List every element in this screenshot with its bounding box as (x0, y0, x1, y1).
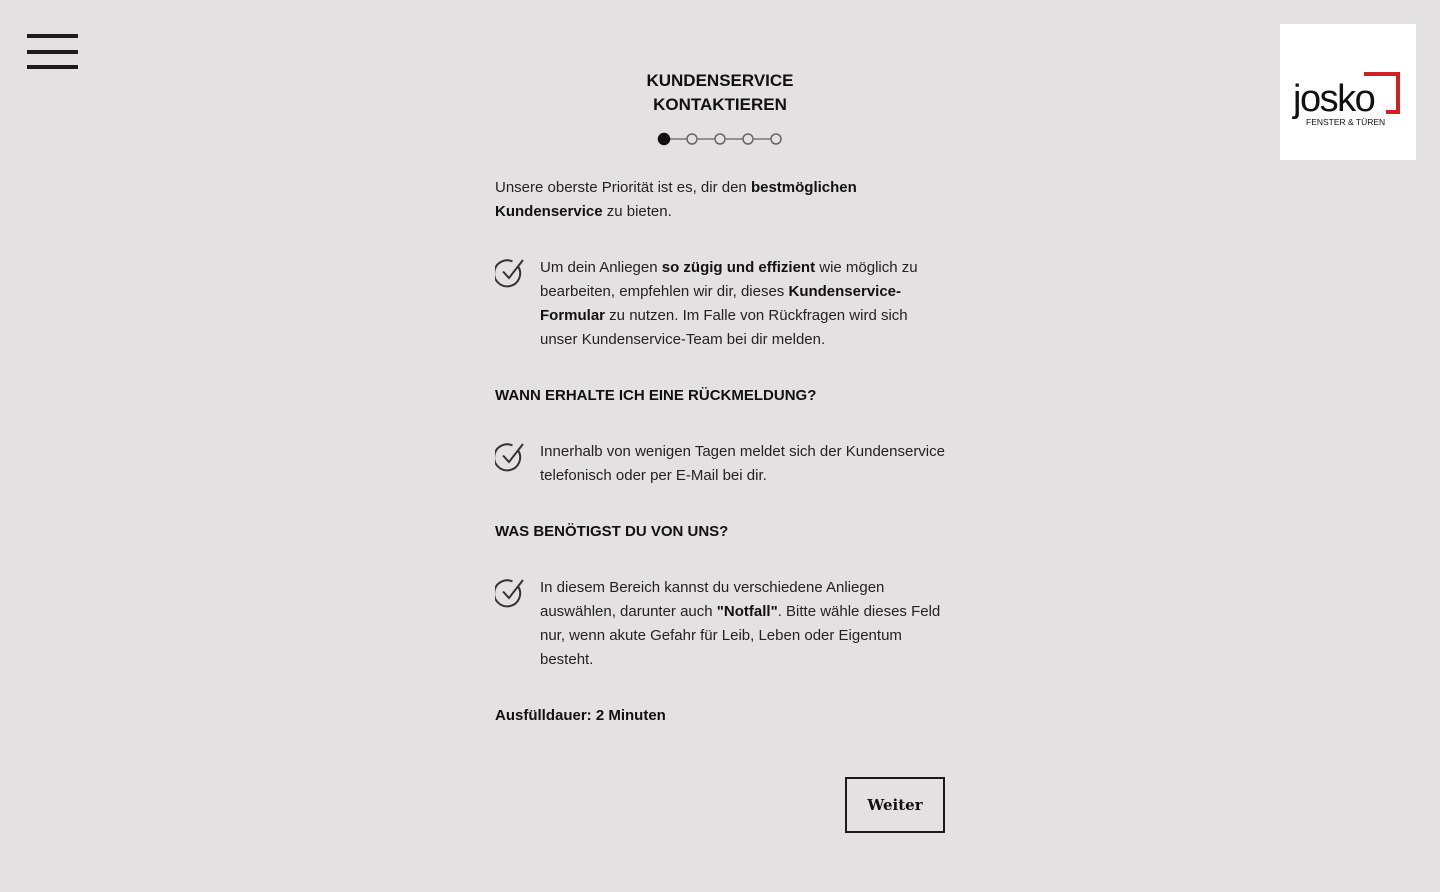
check-circle-icon (495, 578, 525, 608)
check-item-form (495, 256, 945, 352)
check-item-emergency (495, 576, 945, 672)
hamburger-icon-bar (27, 34, 78, 38)
step-progress (657, 131, 787, 147)
check-item-response (495, 440, 945, 488)
section-heading-response: WANN ERHALTE ICH EINE RÜCKMELDUNG? (495, 387, 817, 404)
check-circle-icon (495, 258, 525, 288)
check-item-text: Um dein Anliegen so zügig und effizient wie möglich zu bearbeiten, empfehlen wir dir, dieses Kundenservice-Formular zu nutzen. Im Falle von Rückfragen wird sich unser Kundenservice-Team bei dir melden. (540, 259, 918, 348)
next-button[interactable]: Weiter (845, 777, 945, 833)
logo-tagline: FENSTER & TÜREN (1306, 117, 1386, 127)
josko-logo[interactable] (1280, 24, 1416, 160)
hamburger-icon-bar (27, 65, 78, 69)
check-item-text: In diesem Bereich kannst du verschiedene Anliegen auswählen, darunter auch "Notfall". Bitte wähle dieses Feld nur, wenn akute Gefahr für Leib, Leben oder Eigentum besteht. (540, 579, 941, 668)
page-title (560, 69, 880, 117)
step-dot-1 (659, 134, 670, 145)
logo-wordmark: josko (1293, 78, 1375, 120)
step-dot-4 (743, 134, 753, 144)
menu-button[interactable] (26, 32, 78, 72)
step-dot-2 (687, 134, 697, 144)
check-circle-icon (495, 442, 525, 472)
step-dot-5 (771, 134, 781, 144)
page-title-line2: KONTAKTIEREN (653, 95, 787, 114)
check-item-text: Innerhalb von wenigen Tagen meldet sich der Kundenservice telefonisch oder per E-Mail bei dir. (540, 443, 945, 484)
intro-text: Unsere oberste Priorität ist es, dir den bestmöglichen Kundenservice zu bieten. (495, 179, 857, 220)
step-dot-3 (715, 134, 725, 144)
content-section (495, 176, 945, 728)
section-heading-requirements: WAS BENÖTIGST DU VON UNS? (495, 523, 729, 540)
hamburger-icon-bar (27, 50, 78, 54)
page-title-line1: KUNDENSERVICE (646, 71, 794, 90)
duration-text: Ausfülldauer: 2 Minuten (495, 707, 666, 724)
